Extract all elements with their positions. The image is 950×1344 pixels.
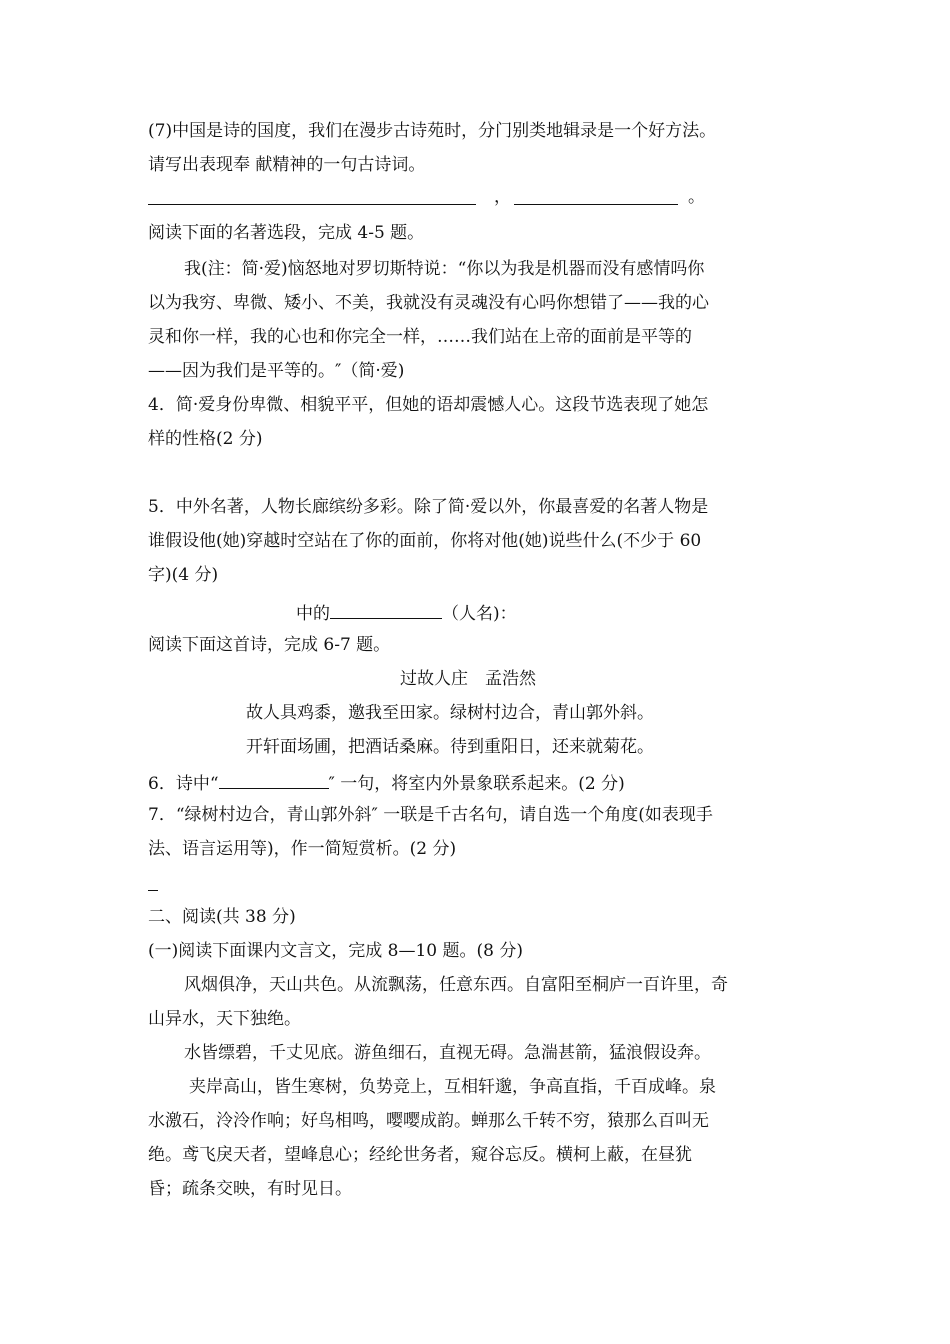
- answer-blank-2[interactable]: [514, 204, 678, 205]
- question-4-line: 样的性格(2 分): [148, 429, 263, 449]
- q7-line-2: 请写出表现奉 献精神的一句古诗词。: [148, 155, 426, 175]
- classical-text-line: 山异水，天下独绝。: [148, 1009, 301, 1029]
- section-intro-jane: 阅读下面的名著选段，完成 4-5 题。: [148, 223, 425, 243]
- poem-line-blank[interactable]: [219, 770, 329, 789]
- answer-blank-1[interactable]: [148, 204, 476, 205]
- classical-text-line: 昏；疏条交映，有时见日。: [148, 1179, 352, 1199]
- blank-period: 。: [688, 187, 705, 207]
- poem-line-2: 开轩面场圃，把酒话桑麻。待到重阳日，还来就菊花。: [246, 737, 654, 757]
- jane-passage-line: 灵和你一样，我的心也和你完全一样，……我们站在上帝的面前是平等的: [148, 327, 692, 347]
- q6-suffix: ″ 一句，将室内外景象联系起来。(2 分): [328, 774, 625, 794]
- poem-line-1: 故人具鸡黍，邀我至田家。绿树村边合，青山郭外斜。: [246, 703, 654, 723]
- section-intro-poem: 阅读下面这首诗，完成 6-7 题。: [148, 635, 391, 655]
- character-name-blank[interactable]: [330, 600, 442, 619]
- answer-suffix: （人名)：: [442, 604, 517, 624]
- poem-title: 过故人庄 孟浩然: [400, 669, 536, 689]
- classical-text-line: 水皆缥碧，千丈见底。游鱼细石，直视无碍。急湍甚箭，猛浪假设奔。: [184, 1043, 711, 1063]
- question-4-line: 4．简·爱身份卑微、相貌平平，但她的语却震憾人心。这段节选表现了她怎: [148, 395, 709, 415]
- question-5-line: 字)(4 分): [148, 565, 219, 585]
- q7-line-1: (7)中国是诗的国度，我们在漫步古诗苑时，分门别类地辑录是一个好方法。: [148, 121, 717, 141]
- blank-comma: ，: [494, 187, 511, 207]
- jane-passage-line: ——因为我们是平等的。″（简·爱): [148, 361, 405, 381]
- question-5-line: 5．中外名著，人物长廊缤纷多彩。除了简·爱以外，你最喜爱的名著人物是: [148, 497, 709, 517]
- jane-passage-line: 我(注：简·爱)恼怒地对罗切斯特说：“你以为我是机器而没有感情吗你: [184, 259, 705, 279]
- question-7-line: 7．“绿树村边合，青山郭外斜″ 一联是千古名句，请自选一个角度(如表现手: [148, 805, 713, 825]
- part-2-subheading: (一)阅读下面课内文言文，完成 8—10 题。(8 分): [148, 941, 524, 961]
- stray-underline-mark: [148, 890, 158, 891]
- part-2-heading: 二、阅读(共 38 分): [148, 907, 296, 927]
- jane-passage-line: 以为我穷、卑微、矮小、不美，我就没有灵魂没有心吗你想错了——我的心: [148, 293, 709, 313]
- classical-text-line: 水激石，泠泠作响；好鸟相鸣，嘤嘤成韵。蝉那么千转不穷，猿那么百叫无: [148, 1111, 709, 1131]
- question-7-line: 法、语言运用等)，作一简短赏析。(2 分): [148, 839, 457, 859]
- classical-text-line: 绝。鸢飞戾天者，望峰息心；经纶世务者，窥谷忘反。横柯上蔽，在昼犹: [148, 1145, 692, 1165]
- q6-prefix: 6．诗中“: [148, 774, 219, 794]
- answer-prefix: 中的: [296, 604, 330, 624]
- classical-text-line: 风烟俱净，天山共色。从流飘荡，任意东西。自富阳至桐庐一百许里，奇: [184, 975, 728, 995]
- question-5-line: 谁假设他(她)穿越时空站在了你的面前，你将对他(她)说些什么(不少于 60: [148, 531, 702, 551]
- question-5-answer-line: [296, 600, 517, 625]
- question-6-line: [148, 770, 625, 795]
- classical-text-line: 夹岸高山，皆生寒树，负势竞上，互相轩邈，争高直指，千百成峰。泉: [189, 1077, 716, 1097]
